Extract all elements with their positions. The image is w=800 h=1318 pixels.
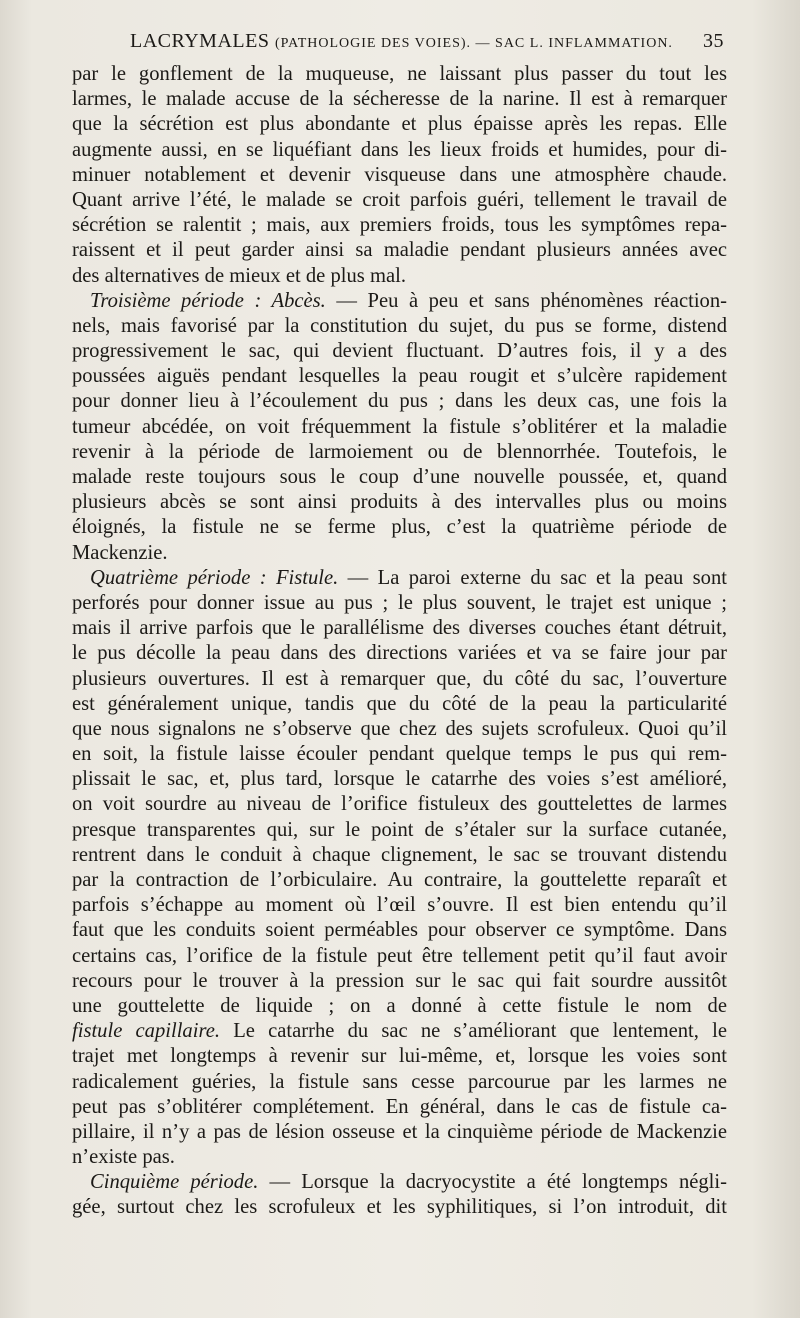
line-text: presque transparentes qui, sur le point de s’étaler sur la surface cutanée,	[72, 818, 727, 841]
header-title-sub: (PATHOLOGIE DES VOIES). — SAC L. INFLAMMATION.	[274, 36, 673, 51]
text-line	[72, 591, 727, 616]
text-line	[72, 490, 727, 515]
text-line	[72, 692, 727, 717]
text-line	[72, 541, 727, 566]
text-line	[72, 1044, 727, 1069]
line-text: éloignés, la fistule ne se ferme plus, c’est la quatrième période de	[72, 516, 727, 539]
text-line	[72, 264, 727, 289]
text-line	[72, 1170, 727, 1195]
line-text: faut que les conduits soient perméables pour observer ce symptôme. Dans	[72, 919, 727, 942]
text-line	[72, 641, 727, 666]
text-line	[72, 969, 727, 994]
text-line	[72, 112, 727, 137]
text-line	[72, 389, 727, 414]
line-text: trajet met longtemps à revenir sur lui-même, et, lorsque les voies sont	[72, 1045, 727, 1068]
line-text: certains cas, l’orifice de la fistule peut être tellement petit qu’il faut avoir	[72, 944, 727, 967]
text-line	[72, 994, 727, 1019]
line-text: revenir à la période de larmoiement ou de blennorrhée. Toutefois, le	[72, 440, 727, 463]
line-text: par le gonflement de la muqueuse, ne laissant plus passer du tout les	[72, 63, 727, 85]
line-text: gée, surtout chez les scrofuleux et les syphilitiques, si l’on introduit, dit	[72, 1196, 727, 1219]
text-line	[72, 843, 727, 868]
line-text: mais il arrive parfois que le parallélisme des diverses couches étant détruit,	[72, 617, 727, 640]
line-text: des alternatives de mieux et de plus mal.	[72, 264, 406, 287]
line-text: sécrétion se ralentit ; mais, aux premiers froids, tous les symptômes repa-	[72, 214, 727, 237]
text-line	[72, 893, 727, 918]
text-line	[72, 465, 727, 490]
text-line	[72, 792, 727, 817]
running-header	[72, 30, 724, 58]
text-line	[72, 238, 727, 263]
text-line	[72, 515, 727, 540]
text-line	[72, 717, 727, 742]
line-text: recours pour le trouver à la pression sur le sac qui fait sourdre aussitôt	[72, 969, 727, 992]
line-text: malade reste toujours sous le coup d’une nouvelle poussée, et, quand	[72, 466, 727, 488]
text-line	[72, 1019, 727, 1044]
text-line	[72, 364, 727, 389]
text-line	[72, 868, 727, 893]
line-text: par la contraction de l’orbiculaire. Au contraire, la gouttelette reparaît et	[72, 869, 727, 891]
page-number: 35	[703, 30, 724, 52]
italic-heading: fistule capillaire.	[72, 1020, 220, 1043]
text-line	[72, 1195, 727, 1220]
line-text: raissent et il peut garder ainsi sa maladie pendant plusieurs années avec	[72, 239, 727, 262]
line-text: plissait le sac, et, plus tard, lorsque le catarrhe des voies s’est amélioré,	[72, 768, 727, 791]
header-title-main: LACRYMALES	[130, 30, 270, 52]
line-text: que la sécrétion est plus abondante et plus épaisse après les repas. Elle	[72, 113, 727, 136]
line-text: n’existe pas.	[72, 1146, 175, 1169]
text-line	[72, 1120, 727, 1145]
line-text: augmente aussi, en se liquéfiant dans les lieux froids et humides, pour di-	[72, 138, 727, 161]
line-text: en soit, la fistule laisse écouler pendant quelque temps le pus qui rem-	[72, 743, 727, 766]
line-text: — La paroi externe du sac et la peau sont	[338, 566, 727, 589]
line-text: plusieurs abcès se sont ainsi produits à des intervalles plus ou moins	[72, 491, 727, 514]
text-line	[72, 918, 727, 943]
text-line	[72, 314, 727, 339]
text-line	[72, 1070, 727, 1095]
line-text: progressivement le sac, qui devient fluctuant. D’autres fois, il y a des	[72, 340, 727, 363]
text-line	[72, 818, 727, 843]
line-text: peut pas s’oblitérer complétement. En général, dans le cas de fistule ca-	[72, 1095, 727, 1118]
text-line	[72, 667, 727, 692]
text-line	[72, 138, 727, 163]
line-text: le pus décolle la peau dans des directions variées et va se faire jour par	[72, 642, 727, 665]
line-text: rentrent dans le conduit à chaque clignement, le sac se trouvant distendu	[72, 843, 727, 866]
line-text: Mackenzie.	[72, 541, 168, 564]
line-text: larmes, le malade accuse de la sécheresse de la narine. Il est à remarquer	[72, 88, 727, 111]
text-line	[72, 163, 727, 188]
line-text: — Peu à peu et sans phénomènes réaction-	[325, 289, 727, 312]
text-line	[72, 742, 727, 767]
text-line	[72, 616, 727, 641]
text-line	[72, 87, 727, 112]
text-line	[72, 415, 727, 440]
text-line	[72, 188, 727, 213]
line-text: tumeur abcédée, on voit fréquemment la fistule s’oblitérer et la maladie	[72, 415, 727, 438]
text-line	[72, 944, 727, 969]
line-text: Quant arrive l’été, le malade se croit parfois guéri, tellement le travail de	[72, 188, 727, 211]
running-title	[130, 30, 673, 53]
line-text: que nous signalons ne s’observe que chez des sujets scrofuleux. Quoi qu’il	[72, 717, 727, 740]
line-text: on voit sourdre au niveau de l’orifice fistuleux des gouttelettes de larmes	[72, 793, 727, 816]
line-text: nels, mais favorisé par la constitution du sujet, du pus se forme, distend	[72, 314, 727, 337]
line-text: radicalement guéries, la fistule sans cesse parcourue par les larmes ne	[72, 1070, 727, 1093]
text-line	[72, 1145, 727, 1170]
text-line	[72, 213, 727, 238]
text-line	[72, 289, 727, 314]
line-text: minuer notablement et devenir visqueuse dans une atmosphère chaude.	[72, 163, 727, 186]
italic-heading: Quatrième période : Fistule.	[90, 566, 339, 589]
text-line	[72, 339, 727, 364]
line-text: perforés pour donner issue au pus ; le plus souvent, le trajet est unique ;	[72, 591, 727, 614]
text-line	[72, 440, 727, 465]
line-text: est généralement unique, tandis que du côté de la peau la particularité	[72, 692, 727, 715]
line-text: poussées aiguës pendant lesquelles la peau rougit et s’ulcère rapidement	[72, 365, 727, 388]
line-text: une gouttelette de liquide ; on a donné à cette fistule le nom de	[72, 994, 727, 1017]
text-line	[72, 566, 727, 591]
line-text: Le catarrhe du sac ne s’améliorant que lentement, le	[220, 1020, 727, 1043]
italic-heading: Troisième période : Abcès.	[90, 289, 326, 312]
line-text: parfois s’échappe au moment où l’œil s’ouvre. Il est bien entendu qu’il	[72, 894, 727, 917]
text-line	[72, 767, 727, 792]
line-text: pillaire, il n’y a pas de lésion osseuse et la cinquième période de Mackenzie	[72, 1120, 727, 1143]
line-text: plusieurs ouvertures. Il est à remarquer que, du côté du sac, l’ouverture	[72, 667, 727, 690]
text-line	[72, 1095, 727, 1120]
italic-heading: Cinquième période.	[90, 1171, 259, 1194]
body-text	[72, 62, 727, 1221]
text-line	[72, 62, 727, 87]
line-text: pour donner lieu à l’écoulement du pus ; dans les deux cas, une fois la	[72, 390, 727, 413]
line-text: — Lorsque la dacryocystite a été longtemps négli-	[258, 1171, 727, 1194]
